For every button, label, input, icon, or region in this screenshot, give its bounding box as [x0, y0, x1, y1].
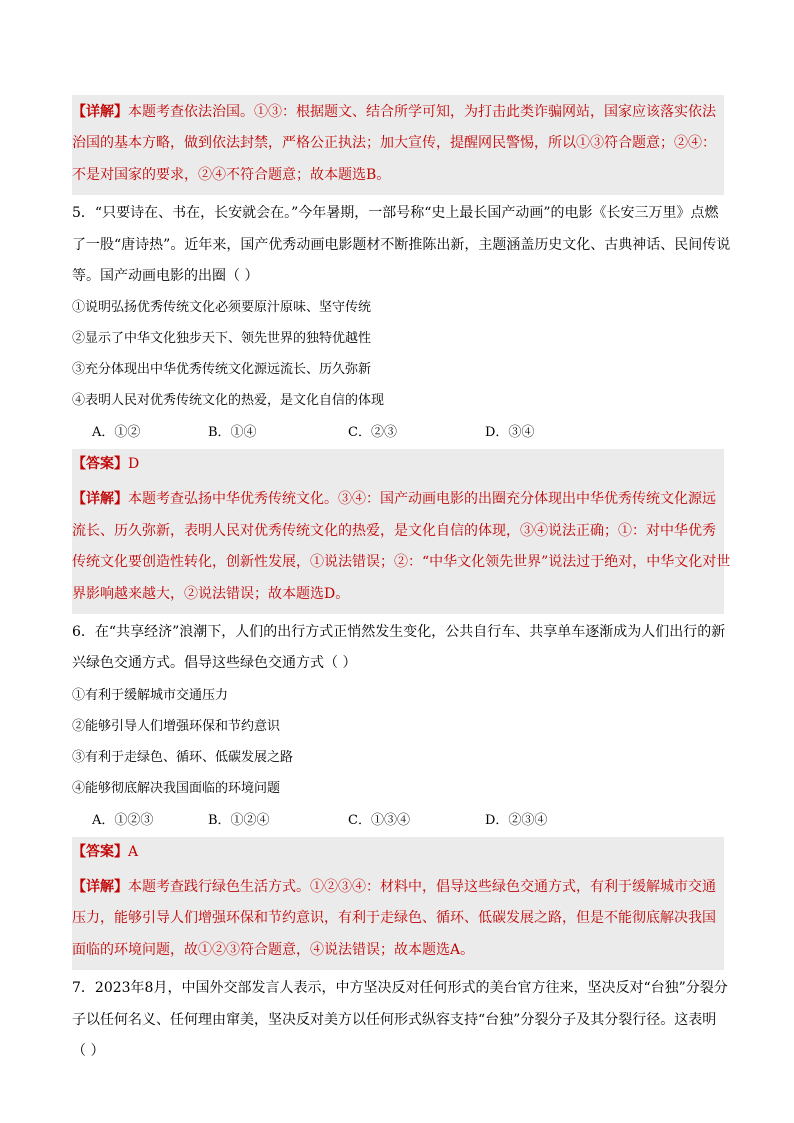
q5-explanation-line-1: 【详解】本题考查弘扬中华优秀传统文化。③④：国产动画电影的出圈充分体现出中华优秀传统文化源远: [72, 491, 716, 508]
question-5: [72, 198, 731, 614]
q7-stem-line-3: （ ）: [72, 1042, 105, 1059]
q6-choice-d: D．②③④: [485, 812, 548, 828]
q6-explanation-line-2: 压力，能够引导人们增强环保和节约意识，有利于走绿色、循环、低碳发展之路，但是不能彻底解决我国: [72, 910, 716, 927]
q5-explanation-line-4: 界影响越来越大，②说法错误；故本题选D。: [72, 585, 350, 602]
q5-choices: [72, 417, 724, 448]
q7-stem-line-2: 子以任何名义、任何理由窜美，坚决反对美方以任何形式纵容支持“台独”分裂分子及其分裂行径。这表明: [72, 1011, 717, 1028]
q6-choices: [72, 805, 724, 836]
q6-option-2: ②能够引导人们增强环保和节约意识: [72, 718, 281, 734]
q7-stem-line-1: 7．2023年8月，中国外交部发言人表示，中方坚决反对任何形式的美台官方往来，坚决反对“台独”分裂分: [72, 980, 728, 997]
q5-explanation-line-3: 传统文化要创造性转化，创新性发展，①说法错误；②：“中华文化领先世界”说法过于绝对，中华文化对世: [72, 554, 731, 571]
q6-answer: [72, 837, 724, 868]
q5-explanation-block: [72, 482, 731, 614]
q5-answer-value: D: [128, 456, 140, 473]
q5-choice-d: D．③④: [485, 425, 535, 441]
q6-answer-value: A: [128, 843, 139, 860]
q6-option-4: ④能够彻底解决我国面临的环境问题: [72, 780, 281, 796]
q5-stem-line-1: 5．“只要诗在、书在，长安就会在。”今年暑期，一部号称“史上最长国产动画”的电影《长安三万里》点燃: [72, 205, 719, 222]
q4-explanation-line-1: 【详解】本题考查依法治国。①③：根据题文、结合所学可知，为打击此类诈骗网站，国家应该落实依法: [72, 104, 716, 120]
q5-option-2: ②显示了中华文化独步天下、领先世界的独特优越性: [72, 331, 372, 347]
q4-explanation-line-3: 不是对国家的要求，②④不符合题意；故本题选B。: [72, 166, 391, 183]
q5-choice-a: A．①②: [92, 425, 141, 441]
q6-choice-b: B．①②④: [208, 812, 270, 828]
q6-explanation-block: [72, 870, 724, 970]
q6-stem-line-2: 兴绿色交通方式。倡导这些绿色交通方式（ ）: [72, 655, 357, 672]
explanation-tag: 【详解】: [72, 878, 128, 895]
question-6: [72, 617, 724, 970]
q5-option-4: ④表明人民对优秀传统文化的热爱，是文化自信的体现: [72, 393, 385, 409]
answer-tag: 【答案】: [72, 456, 128, 473]
q6-choice-a: A．①②③: [92, 812, 154, 828]
document-page: [72, 95, 731, 1067]
q5-stem-line-2: 了一股“唐诗热”。近年来，国产优秀动画电影题材不断推陈出新，主题涵盖历史文化、古典神话、民间传说: [72, 236, 731, 253]
q4-explanation-line-2: 治国的基本方略，做到依法封禁，严格公正执法；加大宣传，提醒网民警惕，所以①③符合题意；②④：: [72, 135, 716, 152]
q5-stem-line-3: 等。国产动画电影的出圈（ ）: [72, 268, 259, 285]
q6-explanation-line-3: 面临的环境问题，故①②③符合题意，④说法错误；故本题选A。: [72, 941, 475, 958]
q6-option-1: ①有利于缓解城市交通压力: [72, 687, 229, 703]
q5-choice-b: B．①④: [208, 425, 257, 441]
explanation-tag: 【详解】: [72, 104, 128, 120]
q5-option-3: ③充分体现出中华优秀传统文化源远流长、历久弥新: [72, 362, 372, 378]
q6-explanation-line-1: 【详解】本题考查践行绿色生活方式。①②③④：材料中，倡导这些绿色交通方式，有利于缓解城市交通: [72, 878, 716, 895]
answer-tag: 【答案】: [72, 843, 128, 860]
question-7: [72, 973, 728, 1067]
explanation-tag: 【详解】: [72, 491, 128, 508]
q6-choice-c: C．①③④: [348, 812, 410, 828]
q6-option-3: ③有利于走绿色、循环、低碳发展之路: [72, 749, 294, 765]
q6-stem-line-1: 6．在“共享经济”浪潮下，人们的出行方式正悄然发生变化，公共自行车、共享单车逐渐成为人们出行的新: [72, 624, 726, 641]
q5-option-1: ①说明弘扬优秀传统文化必须要原汁原味、坚守传统: [72, 300, 372, 316]
q4-explanation-block: [72, 95, 724, 195]
q5-answer: [72, 449, 724, 480]
q5-explanation-line-2: 流长、历久弥新，表明人民对优秀传统文化的热爱，是文化自信的体现，③④说法正确；①：对中华优秀: [72, 522, 716, 539]
q5-choice-c: C．②③: [348, 425, 397, 441]
